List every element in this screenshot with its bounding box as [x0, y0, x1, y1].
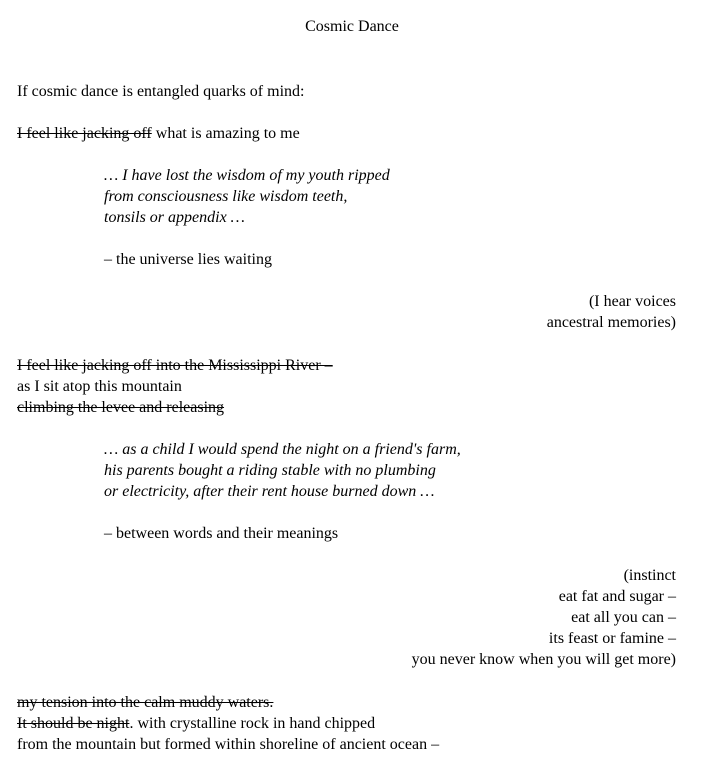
italic-line: his parents bought a riding stable with no plumbing	[104, 462, 436, 479]
poem-title: Cosmic Dance	[305, 18, 399, 35]
right-aligned-line: (instinct	[623, 567, 676, 584]
italic-line: from consciousness like wisdom teeth,	[104, 188, 348, 205]
struck-line: climbing the levee and releasing	[17, 399, 225, 416]
dash-line: – the universe lies waiting	[104, 251, 272, 268]
italic-line: or electricity, after their rent house burned down …	[104, 483, 435, 500]
struck-line: my tension into the calm muddy waters.	[17, 694, 274, 711]
right-aligned-line: its feast or famine –	[548, 630, 676, 647]
struck-text: I feel like jacking off	[17, 125, 152, 142]
struck-line: I feel like jacking off into the Mississippi River –	[17, 357, 333, 374]
stanza-line: from the mountain but formed within shoreline of ancient ocean –	[17, 736, 440, 753]
stanza-line	[17, 713, 375, 734]
line-text: . with crystalline rock in hand chipped	[129, 715, 376, 732]
italic-line: … as a child I would spend the night on a friend's farm,	[104, 441, 461, 458]
struck-text: It should be night	[17, 715, 130, 732]
right-aligned-line: eat all you can –	[571, 609, 676, 626]
dash-line: – between words and their meanings	[104, 525, 339, 542]
right-aligned-line: (I hear voices	[588, 293, 676, 310]
right-aligned-line: ancestral memories)	[546, 314, 676, 331]
stanza-line: as I sit atop this mountain	[17, 378, 182, 395]
italic-line: tonsils or appendix …	[104, 209, 245, 226]
italic-line: … I have lost the wisdom of my youth ripped	[104, 167, 390, 184]
line-text: what is amazing to me	[151, 125, 300, 142]
right-aligned-line: you never know when you will get more)	[411, 651, 676, 668]
stanza1-line	[17, 123, 300, 144]
intro-line: If cosmic dance is entangled quarks of mind:	[17, 83, 305, 100]
right-aligned-line: eat fat and sugar –	[558, 588, 676, 605]
